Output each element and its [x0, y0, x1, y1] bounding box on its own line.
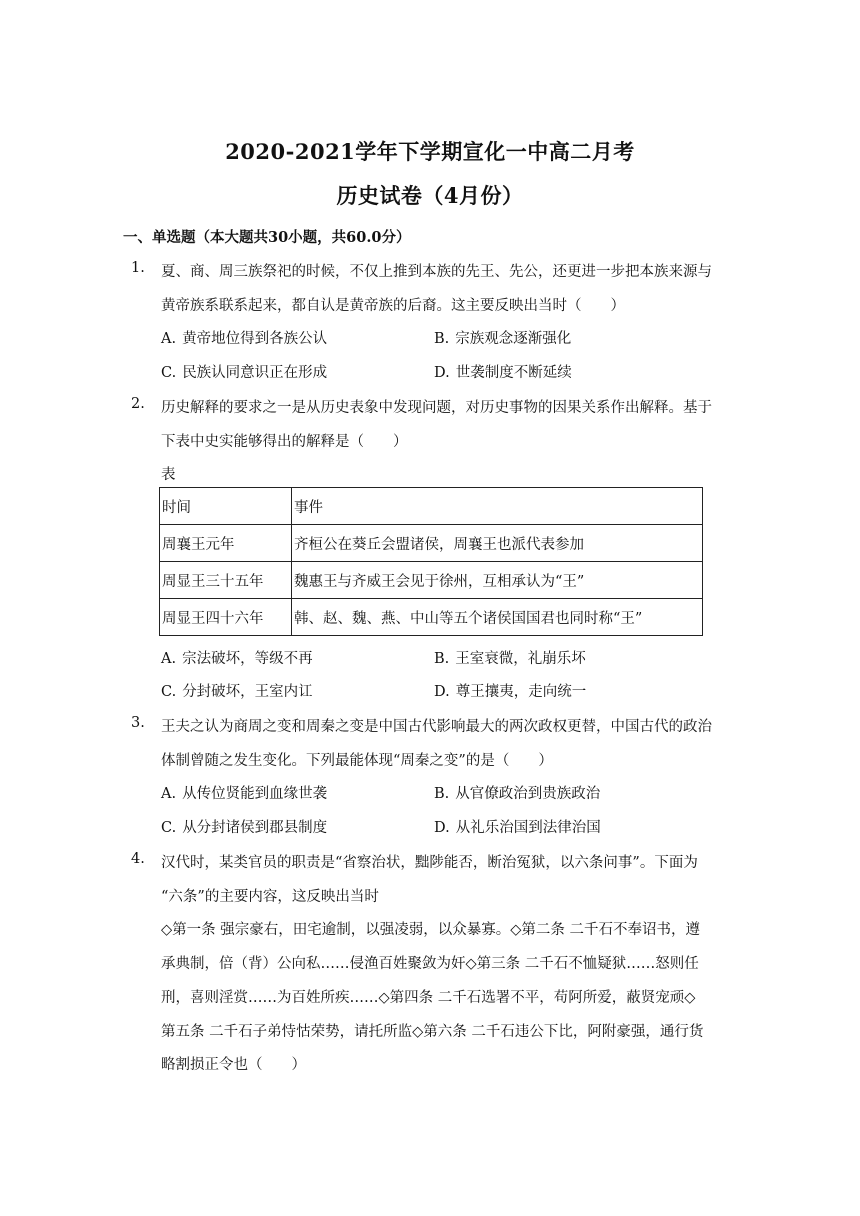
question-text-line: 汉代时，某类官员的职责是“省察治状，黜陟能否，断治冤狱，以六条问事”。下面为: [161, 855, 698, 871]
option-letter: A.: [161, 651, 177, 667]
option-a[interactable]: [161, 647, 313, 668]
option-text: 民族认同意识正在形成: [182, 365, 328, 381]
option-b[interactable]: [434, 647, 586, 668]
option-d[interactable]: [434, 816, 601, 837]
exam-subtitle: 历史试卷（4月份）: [336, 183, 524, 208]
question-text-line: 略割损正令也（ ）: [161, 1057, 306, 1073]
question-text-line: “六条”的主要内容，这反映出当时: [161, 889, 379, 905]
option-letter: C.: [161, 684, 177, 700]
table-row: [160, 599, 703, 636]
option-text: 从传位贤能到血缘世袭: [182, 786, 328, 802]
history-table: [159, 487, 703, 636]
question-number: 2.: [131, 396, 145, 412]
option-c[interactable]: [161, 361, 327, 382]
table-cell: 周襄王元年: [160, 525, 292, 562]
table-row: [160, 525, 703, 562]
question-text-line: ◇第一条 强宗豪右，田宅逾制，以强凌弱，以众暴寡。◇第二条 二千石不奉诏书，遵: [161, 922, 701, 938]
option-letter: B.: [434, 786, 450, 802]
question-text-line: 下表中史实能够得出的解释是（ ）: [161, 434, 408, 450]
table-cell: 周显王四十六年: [160, 599, 292, 636]
option-letter: B.: [434, 331, 450, 347]
question-text-line: 体制曾随之发生变化。下列最能体现“周秦之变”的是（ ）: [161, 753, 553, 769]
option-letter: D.: [434, 820, 450, 836]
option-b[interactable]: [434, 782, 600, 803]
option-b[interactable]: [434, 327, 571, 348]
option-text: 从礼乐治国到法律治国: [455, 820, 601, 836]
question-number: 4.: [131, 851, 145, 867]
option-d[interactable]: [434, 361, 572, 382]
option-letter: C.: [161, 820, 177, 836]
option-text: 从官僚政治到贵族政治: [455, 786, 601, 802]
question-text-line: 历史解释的要求之一是从历史表象中发现问题，对历史事物的因果关系作出解释。基于: [161, 400, 712, 416]
option-d[interactable]: [434, 680, 586, 701]
question-text-line: 黄帝族系联系起来，都自认是黄帝族的后裔。这主要反映出当时（ ）: [161, 298, 625, 314]
table-header-cell: 事件: [292, 488, 703, 525]
question-text-line: 第五条 二千石子弟恃怙荣势，请托所监◇第六条 二千石违公下比，阿附豪强，通行货: [161, 1024, 704, 1040]
question-text-line: 王夫之认为商周之变和周秦之变是中国古代影响最大的两次政权更替，中国古代的政治: [161, 719, 712, 735]
option-letter: D.: [434, 365, 450, 381]
question-text-line: 承典制，倍（背）公向私……侵渔百姓聚敛为奸◇第三条 二千石不恤疑狱……怒则任: [161, 956, 699, 972]
option-c[interactable]: [161, 816, 327, 837]
exam-title: 2020-2021学年下学期宣化一中高二月考: [225, 139, 635, 164]
option-a[interactable]: [161, 782, 327, 803]
question-number: 3.: [131, 715, 145, 731]
table-header-cell: 时间: [160, 488, 292, 525]
option-text: 尊王攘夷，走向统一: [455, 684, 587, 700]
table-row: [160, 562, 703, 599]
question-text-line: 刑，喜则淫赏……为百姓所疾……◇第四条 二千石选署不平，苟阿所爱，蔽贤宠顽◇: [161, 990, 696, 1006]
option-c[interactable]: [161, 680, 313, 701]
option-a[interactable]: [161, 327, 327, 348]
option-letter: C.: [161, 365, 177, 381]
option-letter: D.: [434, 684, 450, 700]
option-text: 世袭制度不断延续: [455, 365, 572, 381]
table-cell: 周显王三十五年: [160, 562, 292, 599]
option-letter: A.: [161, 331, 177, 347]
question-number: 1.: [131, 260, 145, 276]
option-text: 王室衰微，礼崩乐坏: [455, 651, 586, 667]
table-cell: 魏惠王与齐威王会见于徐州，互相承认为“王”: [292, 562, 703, 599]
question-text-line: 夏、商、周三族祭祀的时候，不仅上推到本族的先王、先公，还更进一步把本族来源与: [161, 264, 712, 280]
option-letter: A.: [161, 786, 177, 802]
option-text: 从分封诸侯到郡县制度: [182, 820, 328, 836]
table-cell: 齐桓公在葵丘会盟诸侯，周襄王也派代表参加: [292, 525, 703, 562]
option-text: 黄帝地位得到各族公认: [182, 331, 328, 347]
option-text: 宗族观念逐渐强化: [455, 331, 572, 347]
option-letter: B.: [434, 651, 450, 667]
section-heading: 一、单选题（本大题共30小题，共60.0分）: [123, 229, 411, 246]
table-header-row: [160, 488, 703, 525]
table-cell: 韩、赵、魏、燕、中山等五个诸侯国国君也同时称“王”: [292, 599, 703, 636]
option-text: 分封破坏，王室内讧: [182, 684, 313, 700]
table-label: 表: [161, 467, 176, 483]
option-text: 宗法破坏，等级不再: [182, 651, 313, 667]
